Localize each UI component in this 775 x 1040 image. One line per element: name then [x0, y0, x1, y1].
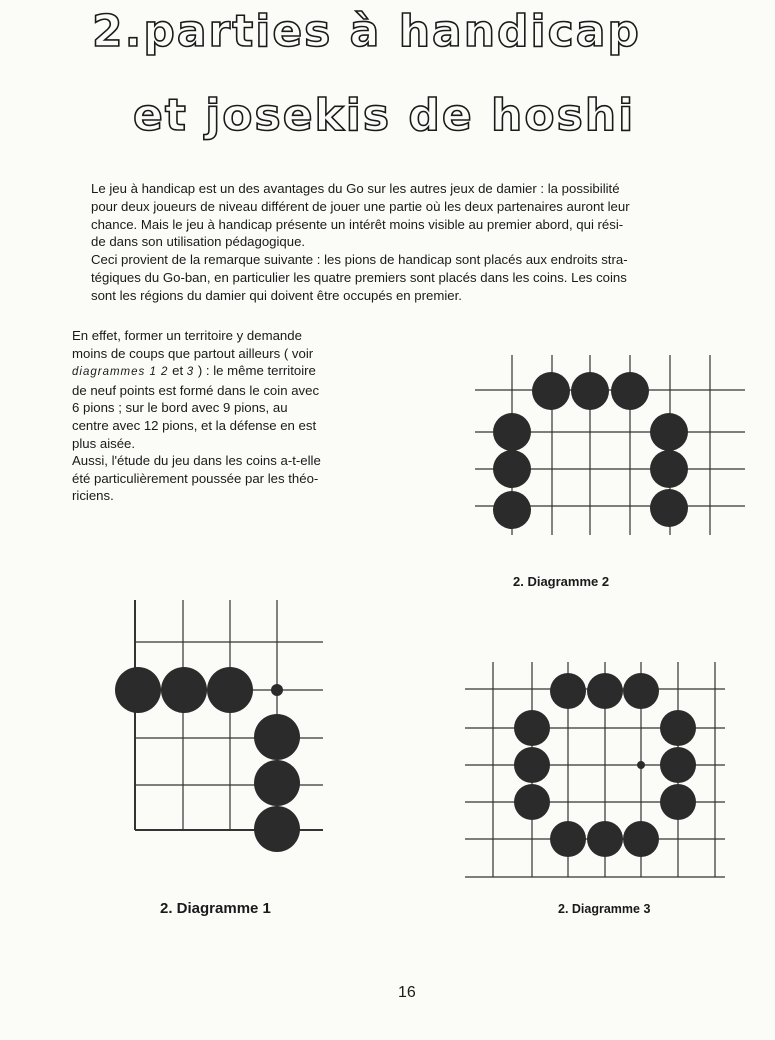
black-stone [493, 491, 531, 529]
black-stone [514, 784, 550, 820]
diagram-1-caption: 2. Diagramme 1 [160, 900, 271, 917]
side-line: de neuf points est formé dans le coin avec [72, 382, 320, 398]
black-stone [650, 489, 688, 527]
diagram-2-caption: 2. Diagramme 2 [513, 574, 610, 589]
black-stone [514, 710, 550, 746]
black-stone [532, 372, 570, 410]
star-point [271, 684, 283, 696]
black-stone [660, 784, 696, 820]
go-diagram-3 [460, 657, 730, 882]
side-line-reference [72, 362, 402, 382]
side-line: été particulièrement poussée par les théo- [72, 470, 319, 486]
black-stone [493, 413, 531, 451]
title-line-1: 2.parties à handicap [92, 6, 641, 57]
black-stone [254, 806, 300, 852]
black-stone [207, 667, 253, 713]
black-stone [550, 821, 586, 857]
black-stone [115, 667, 161, 713]
black-stone [571, 372, 609, 410]
side-line: 6 pions ; sur le bord avec 9 pions, au [72, 400, 288, 416]
side-line: centre avec 12 pions, et la défense en est [72, 417, 317, 433]
intro-line: Le jeu à handicap est un des avantages du Go sur les autres jeux de damier : la possibilité [91, 181, 620, 196]
black-stone [587, 821, 623, 857]
intro-line: de dans son utilisation pédagogique. [91, 234, 306, 250]
intro-line: tégiques du Go-ban, en particulier les quatre premiers sont placés dans les coins. Les coins [91, 269, 627, 285]
black-stone [611, 372, 649, 410]
black-stone [660, 747, 696, 783]
black-stone [514, 747, 550, 783]
star-point [637, 761, 645, 769]
title-line-2: et josekis de hoshi [133, 90, 636, 141]
black-stone [254, 714, 300, 760]
black-stone [161, 667, 207, 713]
black-stone [650, 413, 688, 451]
black-stone [650, 450, 688, 488]
intro-line: pour deux joueurs de niveau différent de jouer une partie où les deux partenaires auront leur [91, 198, 630, 214]
page-number: 16 [398, 984, 416, 1001]
intro-paragraph [91, 180, 754, 305]
side-line: riciens. [72, 488, 114, 504]
go-diagram-2 [470, 350, 750, 540]
diagram-reference: diagrammes 1 2 [72, 366, 169, 379]
side-line: En effet, former un territoire y demande [72, 328, 302, 343]
black-stone [623, 673, 659, 709]
black-stone [550, 673, 586, 709]
side-text-fragment: et [168, 363, 187, 379]
black-stone [660, 710, 696, 746]
intro-line: chance. Mais le jeu à handicap présente un intérêt moins visible au premier abord, qui rési- [91, 216, 624, 232]
intro-line: sont les régions du damier qui doivent être occupés en premier. [91, 287, 462, 303]
black-stone [623, 821, 659, 857]
black-stone [587, 673, 623, 709]
side-text-fragment: ) : le même territoire [194, 363, 316, 379]
diagram-3-caption: 2. Diagramme 3 [558, 902, 651, 916]
side-line: plus aisée. [72, 435, 136, 451]
go-diagram-1 [115, 595, 330, 860]
side-line: Aussi, l'étude du jeu dans les coins a-t-elle [72, 453, 321, 469]
black-stone [493, 450, 531, 488]
side-line: moins de coups que partout ailleurs ( voir [72, 345, 314, 361]
black-stone [254, 760, 300, 806]
side-paragraph [72, 327, 402, 505]
diagram-reference: 3 [186, 366, 195, 379]
intro-line: Ceci provient de la remarque suivante : les pions de handicap sont placés aux endroits stra- [91, 252, 628, 268]
